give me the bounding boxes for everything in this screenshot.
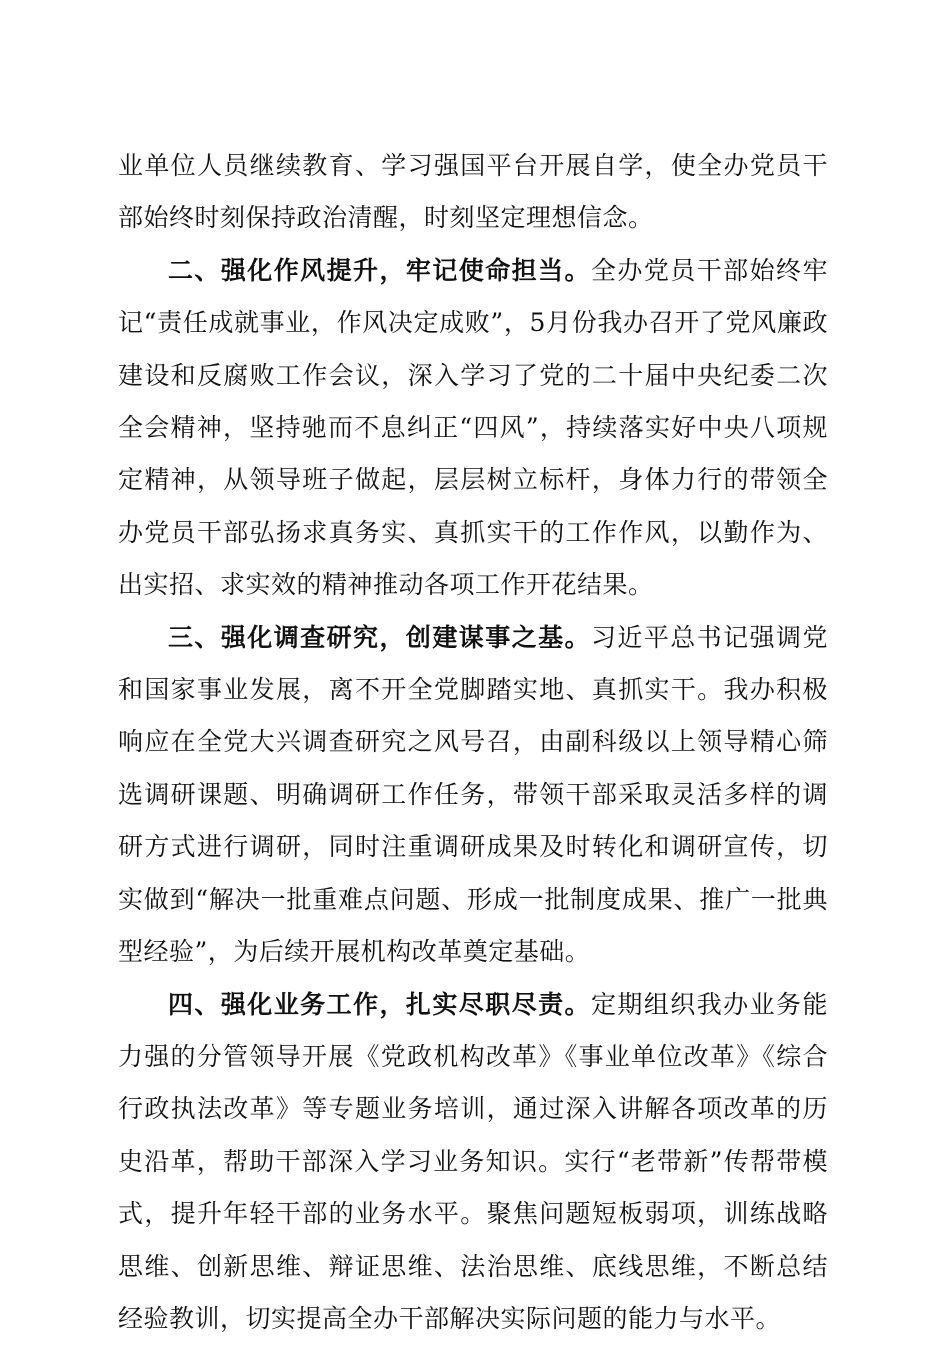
paragraph-research (118, 612, 828, 979)
paragraph-text: 习近平总书记强调党和国家事业发展，离不开全党脚踏实地、真抓实干。我办积极响应在全党大兴调查研究之风号召，由副科级以上领导精心筛选调研课题、明确调研工作任务，带领干部采取灵活多样的调研方式进行调研，同时注重调研成果及时转化和调研宣传，切实做到“解决一批重难点问题、形成一批制度成果、推广一批典型经验”，为后续开展机构改革奠定基础。 (118, 623, 828, 966)
paragraph-text: 业单位人员继续教育、学习强国平台开展自学，使全办党员干部始终时刻保持政治清醒，时刻坚定理想信念。 (118, 151, 828, 232)
paragraph-text: 定期组织我办业务能力强的分管领导开展《党政机构改革》《事业单位改革》《综合行政执法改革》等专题业务培训，通过深入讲解各项改革的历史沿革，帮助干部深入学习业务知识。实行“老带新”传帮带模式，提升年轻干部的业务水平。聚焦问题短板弱项，训练战略思维、创新思维、辩证思维、法治思维、底线思维，不断总结经验教训，切实提高全办干部解决实际问题的能力与水平。 (118, 990, 828, 1333)
section-heading: 三、强化调查研究，创建谋事之基。 (168, 623, 591, 652)
paragraph-continuation (118, 140, 828, 245)
paragraph-business-work (118, 979, 828, 1345)
document-body (118, 140, 828, 1345)
paragraph-text: 全办党员干部始终牢记“责任成就事业，作风决定成败”，5月份我办召开了党风廉政建设和反腐败工作会议，深入学习了党的二十届中央纪委二次全会精神，坚持驰而不息纠正“四风”，持续落实好中央八项规定精神，从领导班子做起，层层树立标杆，身体力行的带领全办党员干部弘扬求真务实、真抓实干的工作作风，以勤作为、出实招、求实效的精神推动各项工作开花结果。 (118, 256, 828, 599)
paragraph-style-improvement (118, 245, 828, 612)
section-heading: 四、强化业务工作，扎实尽职尽责。 (168, 990, 591, 1019)
section-heading: 二、强化作风提升，牢记使命担当。 (168, 256, 591, 285)
